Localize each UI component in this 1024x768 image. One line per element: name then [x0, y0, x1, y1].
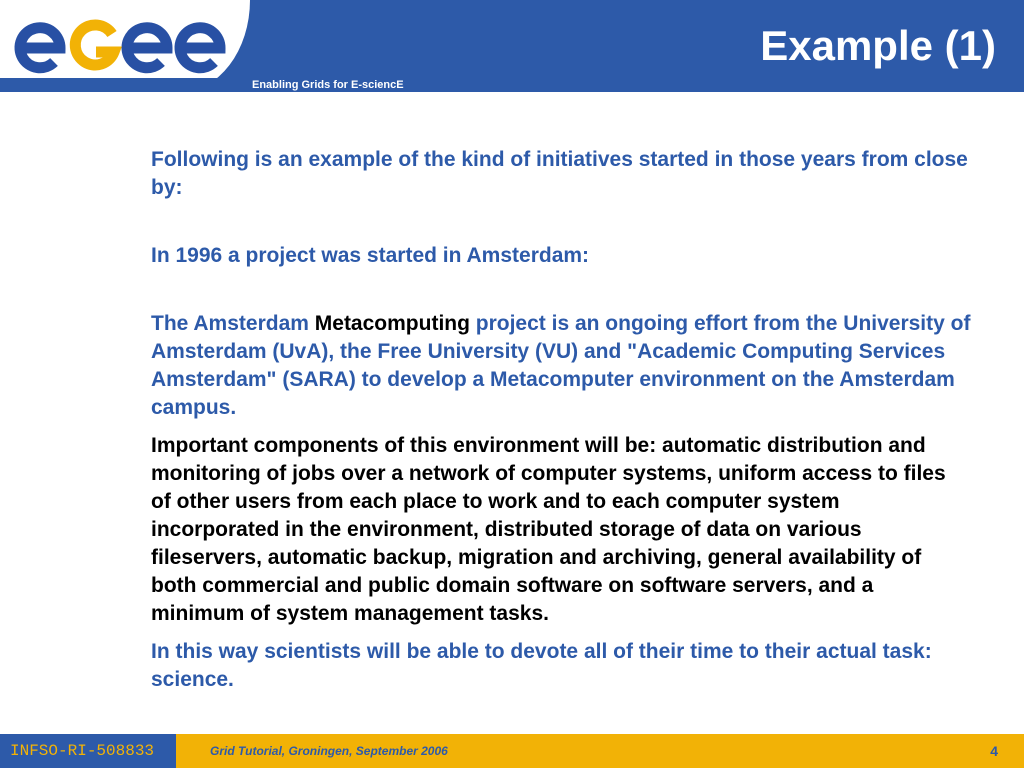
- desc-prefix: The Amsterdam: [151, 312, 315, 335]
- page-number: 4: [990, 743, 998, 759]
- metacomputing-term: Metacomputing: [314, 312, 470, 335]
- footer-id-box: [0, 734, 176, 768]
- tagline-strip: [0, 78, 1024, 92]
- slide-content: [151, 146, 971, 694]
- footer-bar: [0, 734, 1024, 768]
- project-id: INFSO-RI-508833: [10, 742, 155, 760]
- conclusion-paragraph: In this way scientists will be able to devote all of their time to their actual task: science.: [151, 640, 932, 691]
- intro-paragraph: Following is an example of the kind of initiatives started in those years from close by:: [151, 148, 968, 199]
- event-label: Grid Tutorial, Groningen, September 2006: [210, 744, 448, 758]
- desc-rest: project is an ongoing effort from the University of Amsterdam (UvA), the Free University (VU) and "Academic Computing Services Amsterdam" (SARA) to develop a Metacomputer environment on the Amsterdam campus.: [151, 312, 971, 419]
- egee-logo: [14, 18, 239, 76]
- tagline: Enabling Grids for E-sciencE: [252, 79, 404, 91]
- components-paragraph: Important components of this environment will be: automatic distribution and monitoring of jobs over a network of computer systems, uniform access to files of other users from each place to work and to each computer system incorporated in the environment, distributed storage of data on various fileservers, automatic backup, migration and archiving, general availability of both commercial and public domain software on software servers, and a minimum of system management tasks.: [151, 434, 946, 625]
- project-description: [151, 310, 971, 422]
- slide-title: Example (1): [760, 22, 996, 69]
- year-paragraph: In 1996 a project was started in Amsterdam:: [151, 244, 590, 267]
- header-bar: [0, 0, 1024, 92]
